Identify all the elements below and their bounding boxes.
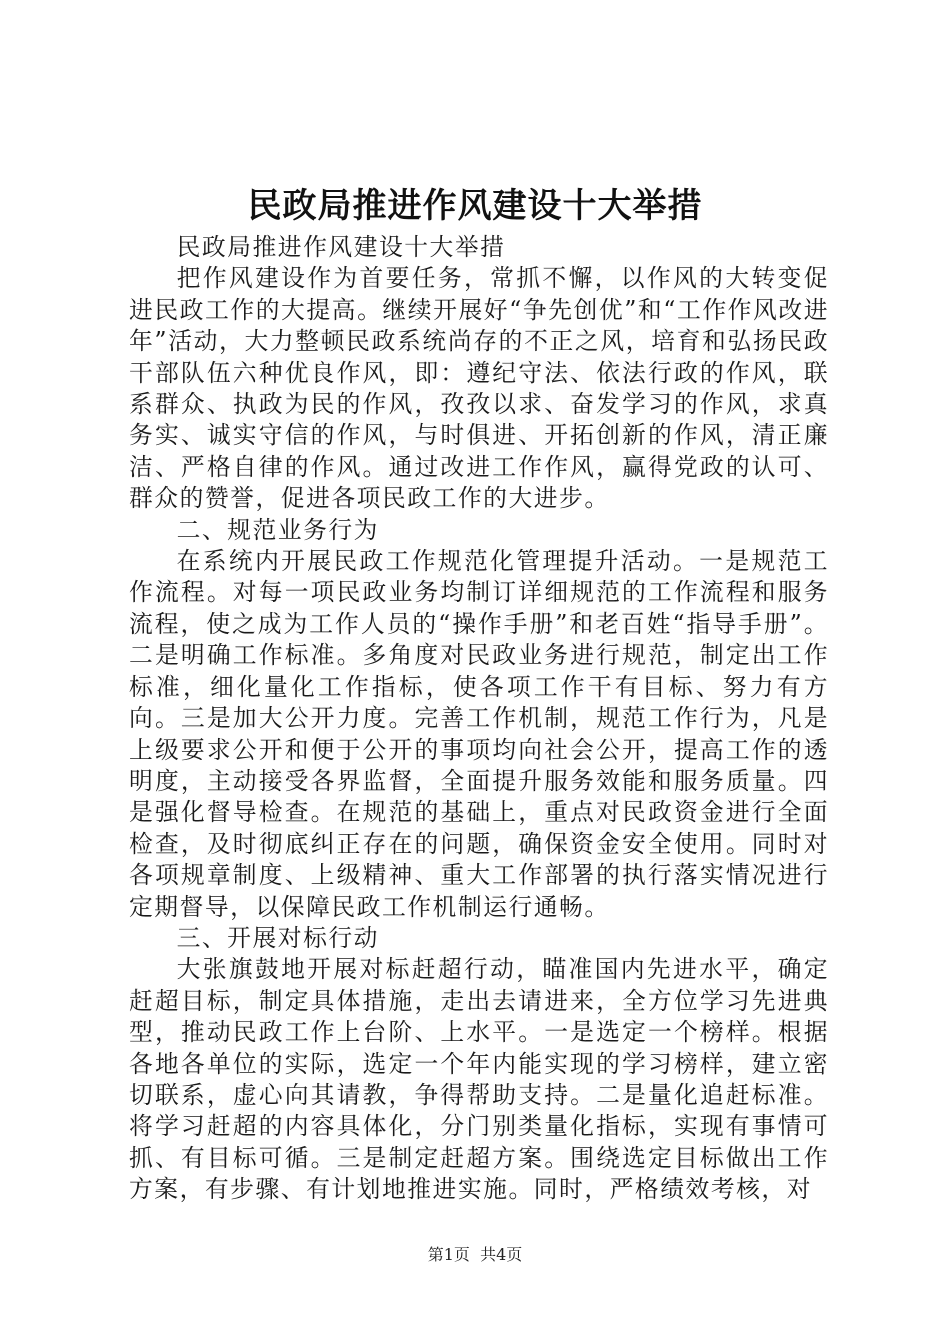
paragraph-subtitle: 民政局推进作风建设十大举措 xyxy=(176,233,506,261)
page-footer xyxy=(0,1242,950,1265)
paragraph-intro: 把作风建设作为首要任务，常抓不懈，以作风的大转变促进民政工作的大提高。继续开展好“争先创优”和“工作作风改进年”活动，大力整顿民政系统尚存的不正之风，培育和弘扬民政干部队伍六种优良作风，即：遵纪守法、依法行政的作风，联系群众、执政为民的作风，孜孜以求、奋发学习的作风，求真务实、诚实守信的作风，与时俱进、开拓创新的作风，清正廉洁、严格自律的作风。通过改进工作作风，赢得党政的认可、群众的赞誉，促进各项民政工作的大进步。 xyxy=(129,264,829,513)
document-body xyxy=(129,232,829,1206)
page-total: 共4页 xyxy=(480,1245,523,1264)
section-heading-3: 三、开展对标行动 xyxy=(176,923,379,952)
paragraph-section-3: 大张旗鼓地开展对标赶超行动，瞄准国内先进水平，确定赶超目标，制定具体措施，走出去请进来，全方位学习先进典型，推动民政工作上台阶、上水平。一是选定一个榜样。根据各地各单位的实际，选定一个年内能实现的学习榜样，建立密切联系，虚心向其请教，争得帮助支持。二是量化追赶标准。将学习赶超的内容具体化，分门别类量化指标，实现有事情可抓、有目标可循。三是制定赶超方案。围绕选定目标做出工作方案，有步骤、有计划地推进实施。同时，严格绩效考核，对 xyxy=(129,955,829,1204)
paragraph-section-2: 在系统内开展民政工作规范化管理提升活动。一是规范工作流程。对每一项民政业务均制订详细规范的工作流程和服务流程，使之成为工作人员的“操作手册”和老百姓“指导手册”。二是明确工作标准。多角度对民政业务进行规范，制定出工作标准，细化量化工作指标，使各项工作干有目标、努力有方向。三是加大公开力度。完善工作机制，规范工作行为，凡是上级要求公开和便于公开的事项均向社会公开，提高工作的透明度，主动接受各界监督，全面提升服务效能和服务质量。四是强化督导检查。在规范的基础上，重点对民政资金进行全面检查，及时彻底纠正存在的问题，确保资金安全使用。同时对各项规章制度、上级精神、重大工作部署的执行落实情况进行定期督导，以保障民政工作机制运行通畅。 xyxy=(129,547,829,921)
page-number: 第1页 xyxy=(427,1245,470,1264)
section-heading-2: 二、规范业务行为 xyxy=(176,515,379,544)
document-title: 民政局推进作风建设十大举措 xyxy=(247,186,703,226)
